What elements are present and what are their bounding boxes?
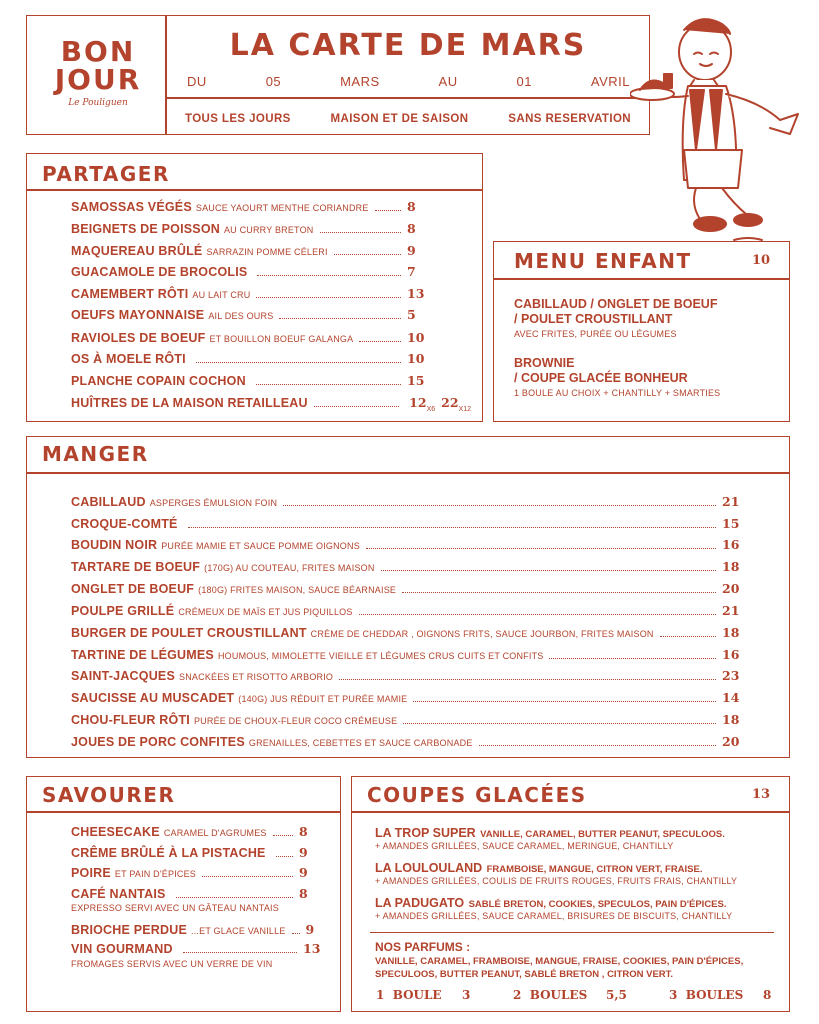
item-price: 8	[407, 221, 416, 236]
item-name: CABILLAUD	[71, 495, 146, 509]
item-price: 21	[722, 494, 740, 509]
item-price: 12	[409, 395, 427, 410]
item-price: 8	[299, 824, 308, 839]
list-item	[71, 494, 744, 509]
date-word-du: DU	[187, 74, 207, 89]
item-price: 20	[722, 581, 740, 596]
leader-dots	[320, 232, 402, 233]
leader-dots	[273, 835, 293, 836]
manger-box	[26, 436, 790, 758]
tag-line	[185, 113, 631, 125]
item-name: RAVIOLES DE BOEUF	[71, 331, 206, 345]
leader-dots	[402, 592, 716, 593]
item-note: FROMAGES SERVIS AVEC UN VERRE DE VIN	[71, 959, 273, 969]
manger-rule	[26, 472, 790, 474]
enfant-main-1: CABILLAUD / ONGLET DE BOEUF	[514, 297, 718, 311]
parfums-line-2: SPECULOOS, BUTTER PEANUT, SABLÉ BRETON , CITRON VERT.	[375, 969, 674, 980]
item-desc: (170G) AU COUTEAU, FRITES MAISON	[204, 563, 375, 573]
item-price: 10	[407, 351, 425, 366]
item-desc: CARAMEL D'AGRUMES	[163, 828, 267, 838]
item-price: 10	[407, 330, 425, 345]
coupe-item	[375, 859, 703, 877]
list-item	[71, 603, 744, 618]
item-price: 20	[722, 734, 740, 749]
item-name: CAMEMBERT RÔTI	[71, 287, 189, 301]
item-desc: CRÈME DE CHEDDAR , OIGNONS FRITS, SAUCE JOURBON, FRITES MAISON	[310, 629, 654, 639]
item-price: 8	[299, 886, 308, 901]
list-item	[71, 264, 429, 279]
leader-dots	[183, 952, 297, 953]
leader-dots	[256, 297, 401, 298]
item-name: CAFÉ NANTAIS	[71, 887, 166, 901]
enfant-main-note: AVEC FRITES, PURÉE OU LÉGUMES	[514, 329, 677, 339]
item-desc: PURÉE MAMIE ET SAUCE POMME OIGNONS	[161, 541, 360, 551]
item-name: CHOU-FLEUR RÔTI	[71, 713, 190, 727]
item-name: VIN GOURMAND	[71, 942, 173, 956]
item-desc: ASPERGES ÉMULSION FOIN	[149, 498, 278, 508]
leader-dots	[375, 210, 401, 211]
manger-title: MANGER	[42, 442, 149, 466]
item-desc: SARRAZIN POMME CÉLERI	[206, 247, 328, 257]
coupe-desc: SABLÉ BRETON, COOKIES, SPECULOS, PAIN D'ÉPICES.	[468, 899, 727, 910]
boule-1-label: 1 BOULE	[376, 988, 442, 1002]
coupe-name: LA TROP SUPER	[375, 826, 476, 840]
list-item	[71, 351, 429, 366]
item-desc: AU LAIT CRU	[192, 290, 251, 300]
date-end-month: AVRIL	[590, 74, 630, 89]
leader-dots	[660, 636, 716, 637]
item-name: CROQUE-COMTÉ	[71, 517, 178, 531]
item-desc: AIL DES OURS	[208, 311, 274, 321]
item-name: MAQUEREAU BRÛLÉ	[71, 244, 203, 258]
list-item	[71, 581, 744, 596]
leader-dots	[283, 505, 716, 506]
item-price: 9	[299, 865, 308, 880]
item-desc: PURÉE DE CHOUX-FLEUR COCO CRÉMEUSE	[193, 716, 398, 726]
item-name: GUACAMOLE DE BROCOLIS	[71, 265, 248, 279]
list-item	[71, 824, 321, 839]
item-price: 15	[407, 373, 425, 388]
item-name: OEUFS MAYONNAISE	[71, 308, 205, 322]
partager-rule	[26, 189, 483, 191]
coupes-price: 13	[752, 787, 771, 802]
parfums-rule	[370, 932, 774, 933]
item-name: OS À MOELE RÔTI	[71, 352, 186, 366]
list-item	[71, 243, 429, 258]
savourer-rule	[26, 811, 341, 813]
leader-dots	[381, 570, 716, 571]
list-item	[71, 712, 744, 727]
item-name: POULPE GRILLÉ	[71, 604, 175, 618]
list-item	[71, 865, 321, 880]
item-name: BOUDIN NOIR	[71, 538, 158, 552]
list-item	[71, 625, 744, 640]
leader-dots	[339, 679, 716, 680]
brand-logo	[44, 35, 152, 108]
enfant-title: MENU ENFANT	[514, 249, 692, 273]
item-name: TARTARE DE BOEUF	[71, 560, 201, 574]
item-price: 5	[407, 307, 416, 322]
list-item	[71, 690, 744, 705]
date-start-day: 05	[265, 74, 282, 89]
tag-every-day: TOUS LES JOURS	[185, 113, 291, 125]
item-name: ONGLET DE BOEUF	[71, 582, 195, 596]
item-desc: AU CURRY BRETON	[223, 225, 314, 235]
list-item	[71, 647, 744, 662]
enfant-dessert-2: / COUPE GLACÉE BONHEUR	[514, 371, 688, 385]
list-item	[71, 668, 744, 683]
list-item	[71, 199, 429, 214]
item-price: 18	[722, 625, 740, 640]
price-unit-12: X12	[458, 406, 471, 413]
item-name: CHEESECAKE	[71, 825, 160, 839]
leader-dots	[257, 275, 401, 276]
item-price: 16	[722, 647, 740, 662]
item-price: 9	[305, 922, 315, 937]
item-price: 13	[407, 286, 425, 301]
coupe-desc: FRAMBOISE, MANGUE, CITRON VERT, FRAISE.	[486, 864, 703, 875]
coupe-desc: VANILLE, CARAMEL, BUTTER PEANUT, SPECULOOS.	[480, 829, 725, 840]
date-end-day: 01	[516, 74, 532, 89]
item-desc: GRENAILLES, CEBETTES ET SAUCE CARBONADE	[248, 738, 473, 748]
list-item	[71, 845, 321, 860]
partager-title: PARTAGER	[42, 162, 170, 186]
item-name: POIRE	[71, 866, 111, 880]
coupe-note: + AMANDES GRILLÉES, SAUCE CARAMEL, BRISURES DE BISCUITS, CHANTILLY	[375, 911, 733, 921]
coupe-name: LA PADUGATO	[375, 896, 465, 910]
leader-dots	[279, 318, 401, 319]
item-name: SAMOSSAS VÉGÉS	[71, 200, 192, 214]
coupe-item	[375, 894, 727, 912]
item-desc: ET PAIN D'ÉPICES	[114, 869, 197, 879]
item-price: 9	[407, 243, 416, 258]
item-desc: SNACKÉES ET RISOTTO ARBORIO	[179, 672, 334, 682]
date-line	[187, 74, 630, 89]
item-price: 23	[722, 668, 740, 683]
enfant-main-2: / POULET CROUSTILLANT	[514, 312, 673, 326]
item-name: TARTINE DE LÉGUMES	[71, 648, 214, 662]
header-inner-rule	[166, 97, 650, 99]
list-item	[71, 941, 325, 956]
brand-place: Le Pouliguen	[68, 98, 128, 108]
list-item	[71, 734, 744, 749]
item-price: 18	[722, 712, 740, 727]
item-price: 13	[303, 941, 321, 956]
item-name: JOUES DE PORC CONFITES	[71, 735, 245, 749]
item-price: 7	[407, 264, 416, 279]
item-desc: HOUMOUS, MIMOLETTE VIEILLE ET LÉGUMES CRUS CUITS ET CONFITS	[217, 651, 544, 661]
coupe-name: LA LOULOULAND	[375, 861, 483, 875]
list-item	[71, 307, 429, 322]
list-item	[71, 559, 744, 574]
leader-dots	[176, 897, 293, 898]
leader-dots	[413, 701, 716, 702]
date-start-month: MARS	[340, 74, 380, 89]
enfant-dessert-1: BROWNIE	[514, 356, 575, 370]
price-unit-6: X6	[426, 406, 436, 413]
list-item	[71, 373, 429, 388]
parfums-line-1: VANILLE, CARAMEL, FRAMBOISE, MANGUE, FRAISE, COOKIES, PAIN D'ÉPICES,	[375, 956, 744, 967]
item-name: SAUCISSE AU MUSCADET	[71, 691, 235, 705]
item-price: 16	[722, 537, 740, 552]
page-title: LA CARTE DE MARS	[229, 28, 587, 63]
item-desc: (180G) FRITES MAISON, SAUCE BÉARNAISE	[198, 585, 397, 595]
boule-3-price: 8	[763, 988, 772, 1002]
item-name: PLANCHE COPAIN COCHON	[71, 374, 246, 388]
leader-dots	[314, 406, 399, 407]
item-price: 15	[722, 516, 740, 531]
coupes-title: COUPES GLACÉES	[367, 783, 587, 807]
boule-2-label: 2 BOULES	[513, 988, 588, 1002]
brand-line1: BON	[60, 35, 136, 68]
leader-dots	[256, 384, 401, 385]
item-name: BEIGNETS DE POISSON	[71, 222, 220, 236]
item-price: 21	[722, 603, 740, 618]
list-item	[71, 537, 744, 552]
leader-dots	[479, 745, 716, 746]
leader-dots	[202, 876, 293, 877]
date-word-au: AU	[438, 74, 458, 89]
item-price: 9	[299, 845, 308, 860]
list-item	[71, 516, 744, 531]
leader-dots	[188, 527, 716, 528]
leader-dots	[366, 548, 716, 549]
item-price: 8	[407, 199, 416, 214]
leader-dots	[276, 856, 293, 857]
item-desc: ...ET GLACE VANILLE	[191, 926, 286, 936]
leader-dots	[359, 341, 401, 342]
leader-dots	[196, 362, 401, 363]
item-name: BRIOCHE PERDUE	[71, 923, 188, 937]
leader-dots	[359, 614, 716, 615]
item-name: CRÊME BRÛLÉ À LA PISTACHE	[71, 846, 266, 860]
list-item	[71, 286, 429, 301]
enfant-dessert-note: 1 BOULE AU CHOIX + CHANTILLY + SMARTIES	[514, 388, 721, 398]
coupes-rule	[351, 811, 790, 813]
leader-dots	[549, 658, 716, 659]
boule-1-price: 3	[462, 988, 471, 1002]
list-item	[71, 922, 321, 937]
coupe-note: + AMANDES GRILLÉES, SAUCE CARAMEL, MERINGUE, CHANTILLY	[375, 841, 674, 851]
item-desc: (140G) JUS RÉDUIT ET PURÉE MAMIE	[238, 694, 408, 704]
item-desc: ET BOUILLON BOEUF GALANGA	[209, 334, 354, 344]
list-item	[71, 221, 429, 236]
item-name: SAINT-JACQUES	[71, 669, 176, 683]
leader-dots	[403, 723, 716, 724]
item-name: BURGER DE POULET CROUSTILLANT	[71, 626, 307, 640]
enfant-price: 10	[752, 253, 771, 268]
list-item	[71, 330, 429, 345]
item-desc: SAUCE YAOURT MENTHE CORIANDRE	[195, 203, 369, 213]
leader-dots	[334, 254, 401, 255]
leader-dots	[292, 933, 300, 934]
list-item	[71, 886, 321, 901]
tag-no-reservation: SANS RESERVATION	[508, 113, 631, 125]
brand-line2: JOUR	[54, 63, 142, 96]
item-note: EXPRESSO SERVI AVEC UN GÂTEAU NANTAIS	[71, 903, 279, 913]
savourer-title: SAVOURER	[42, 783, 176, 807]
item-price-2: 22	[441, 395, 459, 410]
enfant-rule	[493, 278, 790, 280]
coupe-note: + AMANDES GRILLÉES, COULIS DE FRUITS ROUGES, FRUITS FRAIS, CHANTILLY	[375, 876, 738, 886]
tag-homemade: MAISON ET DE SAISON	[330, 113, 469, 125]
item-price: 14	[722, 690, 740, 705]
item-price: 18	[722, 559, 740, 574]
coupe-item	[375, 824, 725, 842]
list-item	[71, 395, 471, 413]
item-desc: CRÉMEUX DE MAÏS ET JUS PIQUILLOS	[178, 607, 353, 617]
parfums-title: NOS PARFUMS :	[375, 940, 471, 954]
boule-3-label: 3 BOULES	[669, 988, 744, 1002]
item-name: HUÎTRES DE LA MAISON RETAILLEAU	[71, 396, 308, 410]
waiter-illustration	[630, 10, 806, 242]
boule-2-price: 5,5	[606, 988, 627, 1002]
